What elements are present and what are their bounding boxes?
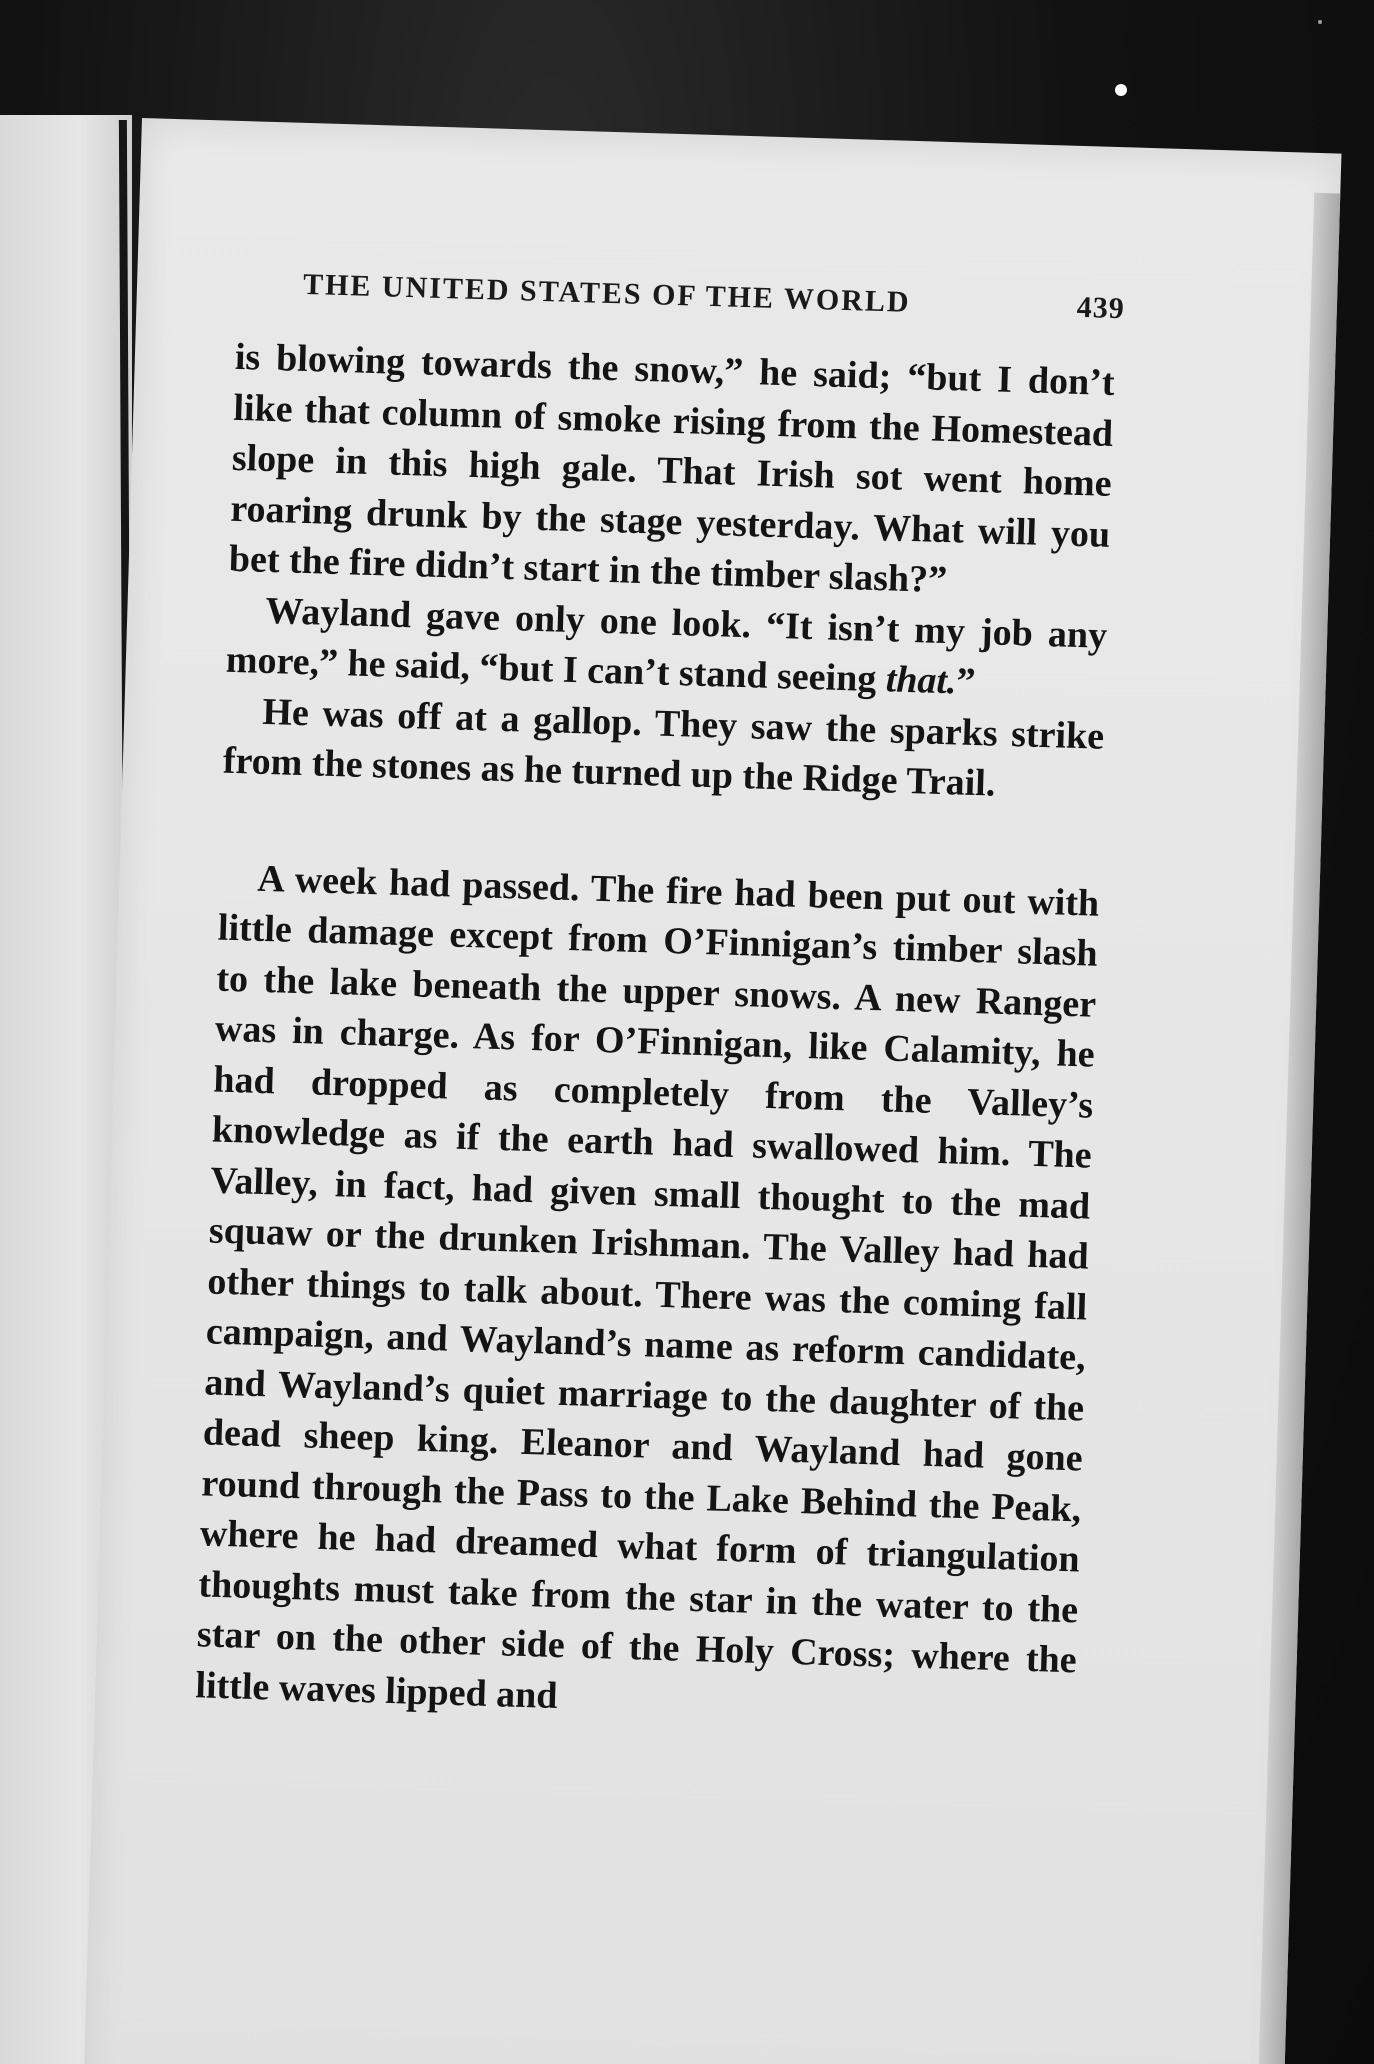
page-text-block xyxy=(194,266,1126,1736)
paragraph: He was off at a gallop. They saw the sparks strike from the stones as he turned up the Ridge Trail. xyxy=(222,690,1105,805)
dust-speck xyxy=(1318,20,1322,24)
page-number: 439 xyxy=(1076,290,1126,326)
paragraph: A week had passed. The fire had been put out with little damage except from O’Finnigan’s timber slash to the lake beneath the upper snows. A new Ranger was in charge. As for O’Finnigan, like Calamity, he had dropped as completely from the Valley’s knowledge as if the earth had swallowed him. The Valley, in fact, had given small thought to the mad squaw or the drunken Irishman. The Valley had had other things to talk about. There was the coming fall campaign, and Wayland’s name as reform candidate, and Wayland’s quiet marriage to the daughter of the dead sheep king. Eleanor and Wayland had gone round through the Pass to the Lake Behind the Peak, where he had dreamed what form of triangulation thoughts must take from the star in the water to the star on the other side of the Holy Cross; where the little waves lipped and xyxy=(194,857,1100,1717)
italic-text: that. xyxy=(885,658,958,703)
dust-speck xyxy=(1115,84,1127,96)
paragraph: is blowing towards the snow,” he said; “but I don’t like that column of smoke rising from the Homestead slope in this high gale. That Irish sot went home roaring drunk by the stage yesterday. What will you bet the fire didn’t start in the timber slash?” xyxy=(228,335,1116,602)
book-page xyxy=(84,118,1368,2064)
paragraph: Wayland gave only one look. “It isn’t my job any more,” he said, “but I can’t stand seeing that.” xyxy=(225,589,1108,703)
page-edge-shadow xyxy=(1257,193,1341,2064)
body-text xyxy=(195,332,1116,1736)
running-head-title: THE UNITED STATES OF THE WORLD xyxy=(302,267,912,319)
page-surface xyxy=(83,118,1341,2064)
